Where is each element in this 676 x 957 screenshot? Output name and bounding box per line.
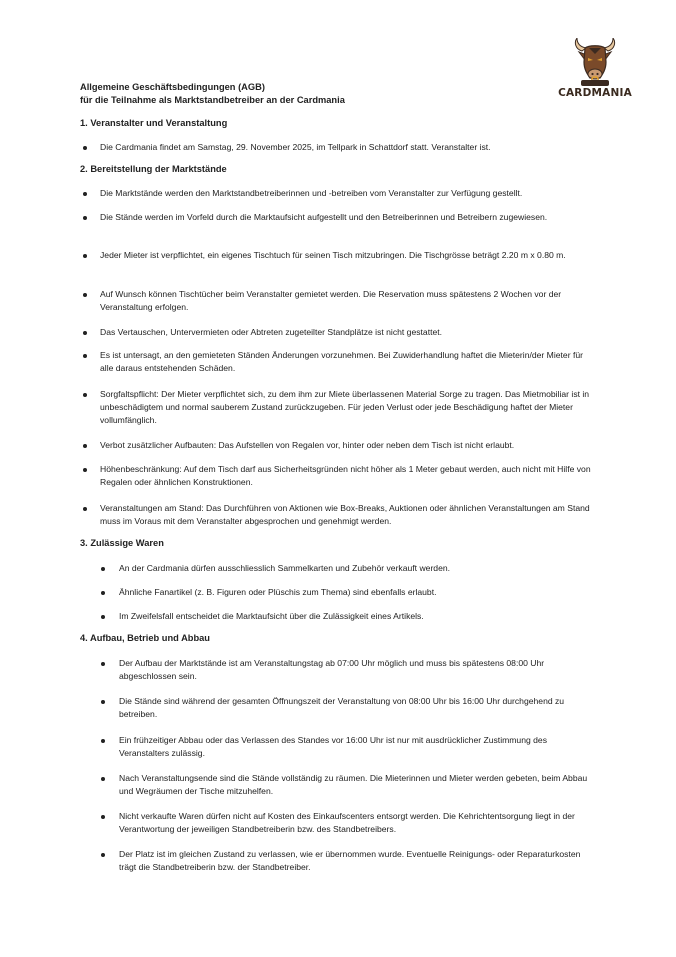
list-item: Sorgfaltspflicht: Der Mieter verpflichtet sich, zu dem ihm zur Miete überlassenen Material Sorge zu tragen. Das Mietmobiliar ist in unbeschädigtem und normal sauberem Zustand zurückzugeben. Für jeden Verlust oder jede Beschädigung haftet der Mieter vollumfänglich. [100,388,595,428]
list-item: Jeder Mieter ist verpflichtet, ein eigenes Tischtuch für seinen Tisch mitzubringen. Die Tischgrösse beträgt 2.20 m x 0.80 m. [100,249,595,262]
logo-wordmark: CARDMANIA [558,87,632,99]
list-item: Das Vertauschen, Untervermieten oder Abtreten zugeteilter Standplätze ist nicht gestattet. [100,326,595,339]
section-heading-4: 4. Aufbau, Betrieb und Abbau [80,633,210,643]
list-item: Nicht verkaufte Waren dürfen nicht auf Kosten des Einkaufscenters entsorgt werden. Die Kehrichtentsorgung liegt in der Verantwortung der jeweiligen Standbetreiberin bzw. des Standbetreibers. [119,810,597,836]
list-item: Es ist untersagt, an den gemieteten Ständen Änderungen vorzunehmen. Bei Zuwiderhandlung haftet die Mieterin/der Mieter für alle daraus entstehenden Schäden. [100,349,595,375]
section-heading-1: 1. Veranstalter und Veranstaltung [80,118,228,128]
bullet-icon [83,331,87,335]
bullet-icon [83,354,87,358]
bullet-icon [83,216,87,220]
bullet-icon [83,507,87,511]
bullet-icon [83,254,87,258]
section-heading-3: 3. Zulässige Waren [80,538,164,548]
list-item: Höhenbeschränkung: Auf dem Tisch darf aus Sicherheitsgründen nicht höher als 1 Meter gebaut werden, auch nicht mit Hilfe von Regalen oder ähnlichen Konstruktionen. [100,463,595,489]
bullet-icon [101,739,105,743]
bullet-icon [83,192,87,196]
list-item: Die Stände werden im Vorfeld durch die Marktaufsicht aufgestellt und den Betreiberinnen und Betreibern zugewiesen. [100,211,595,224]
bullet-icon [101,615,105,619]
bullet-icon [101,853,105,857]
list-item: Nach Veranstaltungsende sind die Stände vollständig zu räumen. Die Mieterinnen und Mieter werden gebeten, beim Abbau und Wegräumen der Tische mitzuhelfen. [119,772,597,798]
bullet-icon [83,393,87,397]
document-title [80,81,345,107]
list-item: Veranstaltungen am Stand: Das Durchführen von Aktionen wie Box-Breaks, Auktionen oder ähnlichen Veranstaltungen am Stand muss im Voraus mit dem Veranstalter abgesprochen und genehmigt werden. [100,502,595,528]
list-item: Ein frühzeitiger Abbau oder das Verlassen des Standes vor 16:00 Uhr ist nur mit ausdrücklicher Zustimmung des Veranstalters zulässig. [119,734,597,760]
bullet-icon [101,815,105,819]
list-item: Im Zweifelsfall entscheidet die Marktaufsicht über die Zulässigkeit eines Artikels. [119,610,597,623]
list-item: Auf Wunsch können Tischtücher beim Veranstalter gemietet werden. Die Reservation muss spätestens 2 Wochen vor der Veranstaltung erfolgen. [100,288,595,314]
section-heading-2: 2. Bereitstellung der Marktstände [80,164,227,174]
bullet-icon [101,700,105,704]
title-line-2: für die Teilnahme als Marktstandbetreiber an der Cardmania [80,95,345,105]
list-item: An der Cardmania dürfen ausschliesslich Sammelkarten und Zubehör verkauft werden. [119,562,597,575]
bullet-icon [83,444,87,448]
title-line-1: Allgemeine Geschäftsbedingungen (AGB) [80,82,265,92]
bullet-icon [101,591,105,595]
cardmania-logo [558,38,632,104]
list-item: Die Stände sind während der gesamten Öffnungszeit der Veranstaltung von 08:00 Uhr bis 16:00 Uhr durchgehend zu betreiben. [119,695,597,721]
bullet-icon [101,777,105,781]
list-item: Ähnliche Fanartikel (z. B. Figuren oder Plüschis zum Thema) sind ebenfalls erlaubt. [119,586,597,599]
bullet-icon [83,293,87,297]
list-item: Die Marktstände werden den Marktstandbetreiberinnen und -betreiben vom Veranstalter zur Verfügung gestellt. [100,187,595,200]
bull-head-icon [573,38,617,86]
bullet-icon [83,468,87,472]
bullet-icon [101,662,105,666]
list-item: Der Platz ist im gleichen Zustand zu verlassen, wie er übernommen wurde. Eventuelle Reinigungs- oder Reparaturkosten trägt die Standbetreiberin bzw. der Standbetreiber. [119,848,597,874]
list-item: Verbot zusätzlicher Aufbauten: Das Aufstellen von Regalen vor, hinter oder neben dem Tisch ist nicht erlaubt. [100,439,595,452]
bullet-icon [101,567,105,571]
list-item: Die Cardmania findet am Samstag, 29. November 2025, im Tellpark in Schattdorf statt. Veranstalter ist. [100,141,595,154]
bullet-icon [83,146,87,150]
list-item: Der Aufbau der Marktstände ist am Veranstaltungstag ab 07:00 Uhr möglich und muss bis spätestens 08:00 Uhr abgeschlossen sein. [119,657,597,683]
